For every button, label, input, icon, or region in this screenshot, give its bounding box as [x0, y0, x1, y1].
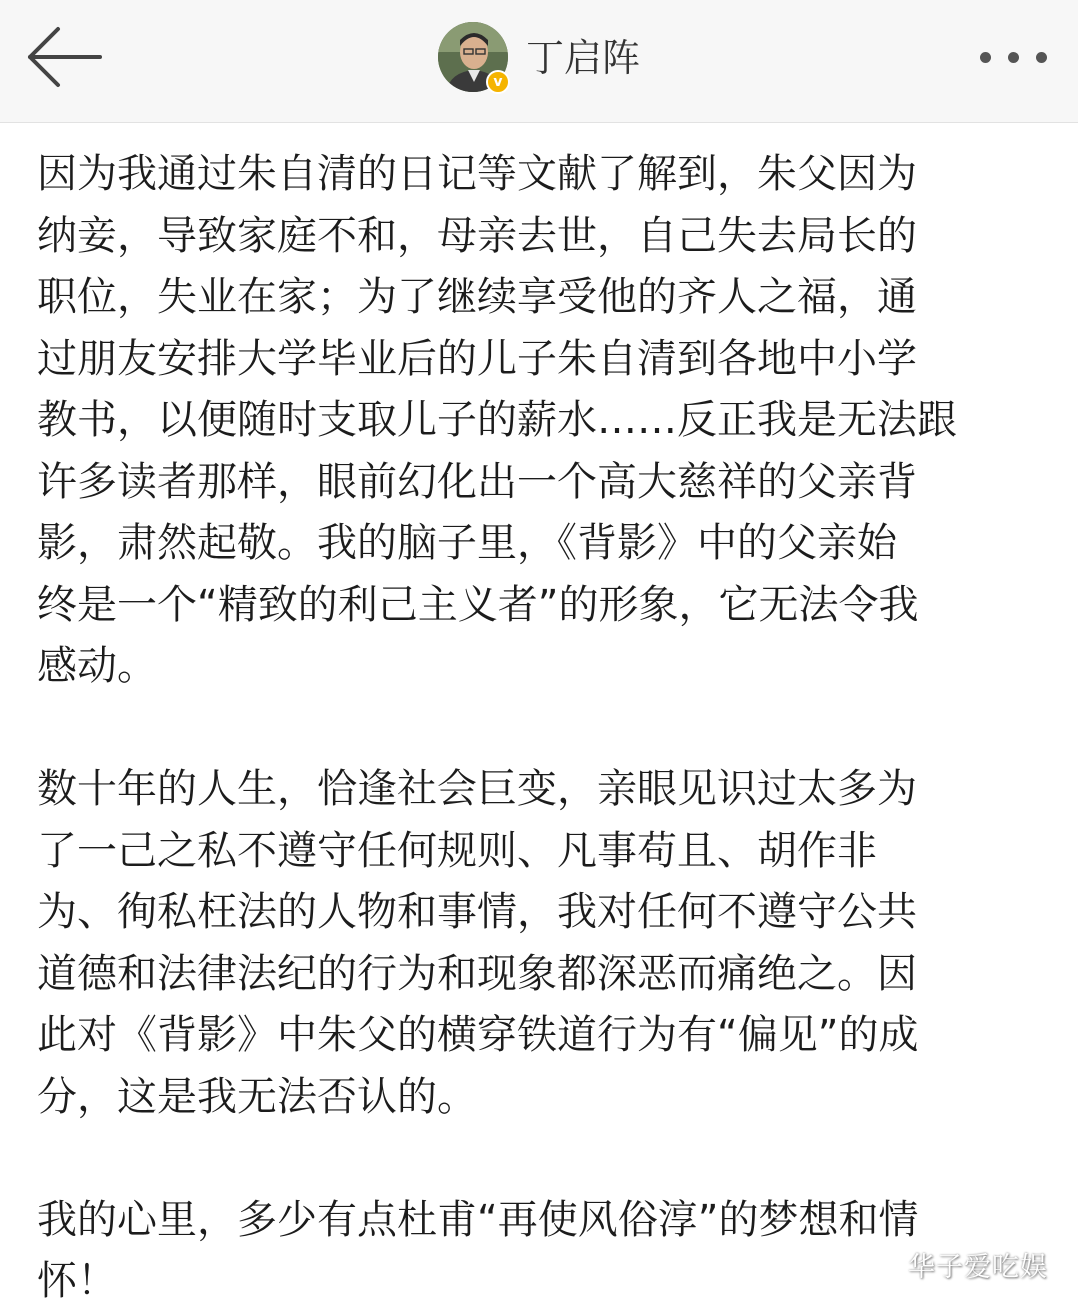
- more-dots-icon: [1008, 52, 1019, 63]
- more-button[interactable]: [972, 36, 1054, 80]
- more-dots-icon: [1036, 52, 1047, 63]
- top-bar: [0, 0, 1078, 123]
- more-dots-icon: [980, 52, 991, 63]
- verified-badge-icon: v: [486, 70, 510, 94]
- post-paragraph: 因为我通过朱自清的日记等文献了解到，朱父因为 纳妾，导致家庭不和，母亲去世，自己失去局长的 职位，失业在家；为了继续享受他的齐人之福，通 过朋友安排大学毕业后的儿子朱自清到各地中小学 教书，以便随时支取儿子的薪水……反正我是无法跟 许多读者那样，眼前幻化出一个高大慈祥的父亲背 影，肃然起敬。我的脑子里，《背影》中的父亲始 终是一个“精致的利己主义者”的形象，它无法令我 感动。: [37, 151, 957, 689]
- post-paragraph: 我的心里，多少有点杜甫“再使风俗淳”的梦想和情 怀！: [37, 1196, 919, 1303]
- avatar[interactable]: [438, 22, 510, 94]
- back-button[interactable]: [24, 22, 106, 92]
- post-paragraph: 数十年的人生，恰逢社会巨变，亲眼见识过太多为 了一己之私不遵守任何规则、凡事苟且、胡作非 为、徇私枉法的人物和事情，我对任何不遵守公共 道德和法律法纪的行为和现象都深恶而痛绝之。因 此对《背影》中朱父的横穿铁道行为有“偏见”的成 分，这是我无法否认的。: [37, 766, 919, 1120]
- post-body: [37, 144, 1043, 1303]
- profile-name[interactable]: 丁启阵: [526, 36, 641, 80]
- watermark: 华子爱吃娱: [908, 1252, 1048, 1283]
- arrow-left-icon: [24, 22, 106, 92]
